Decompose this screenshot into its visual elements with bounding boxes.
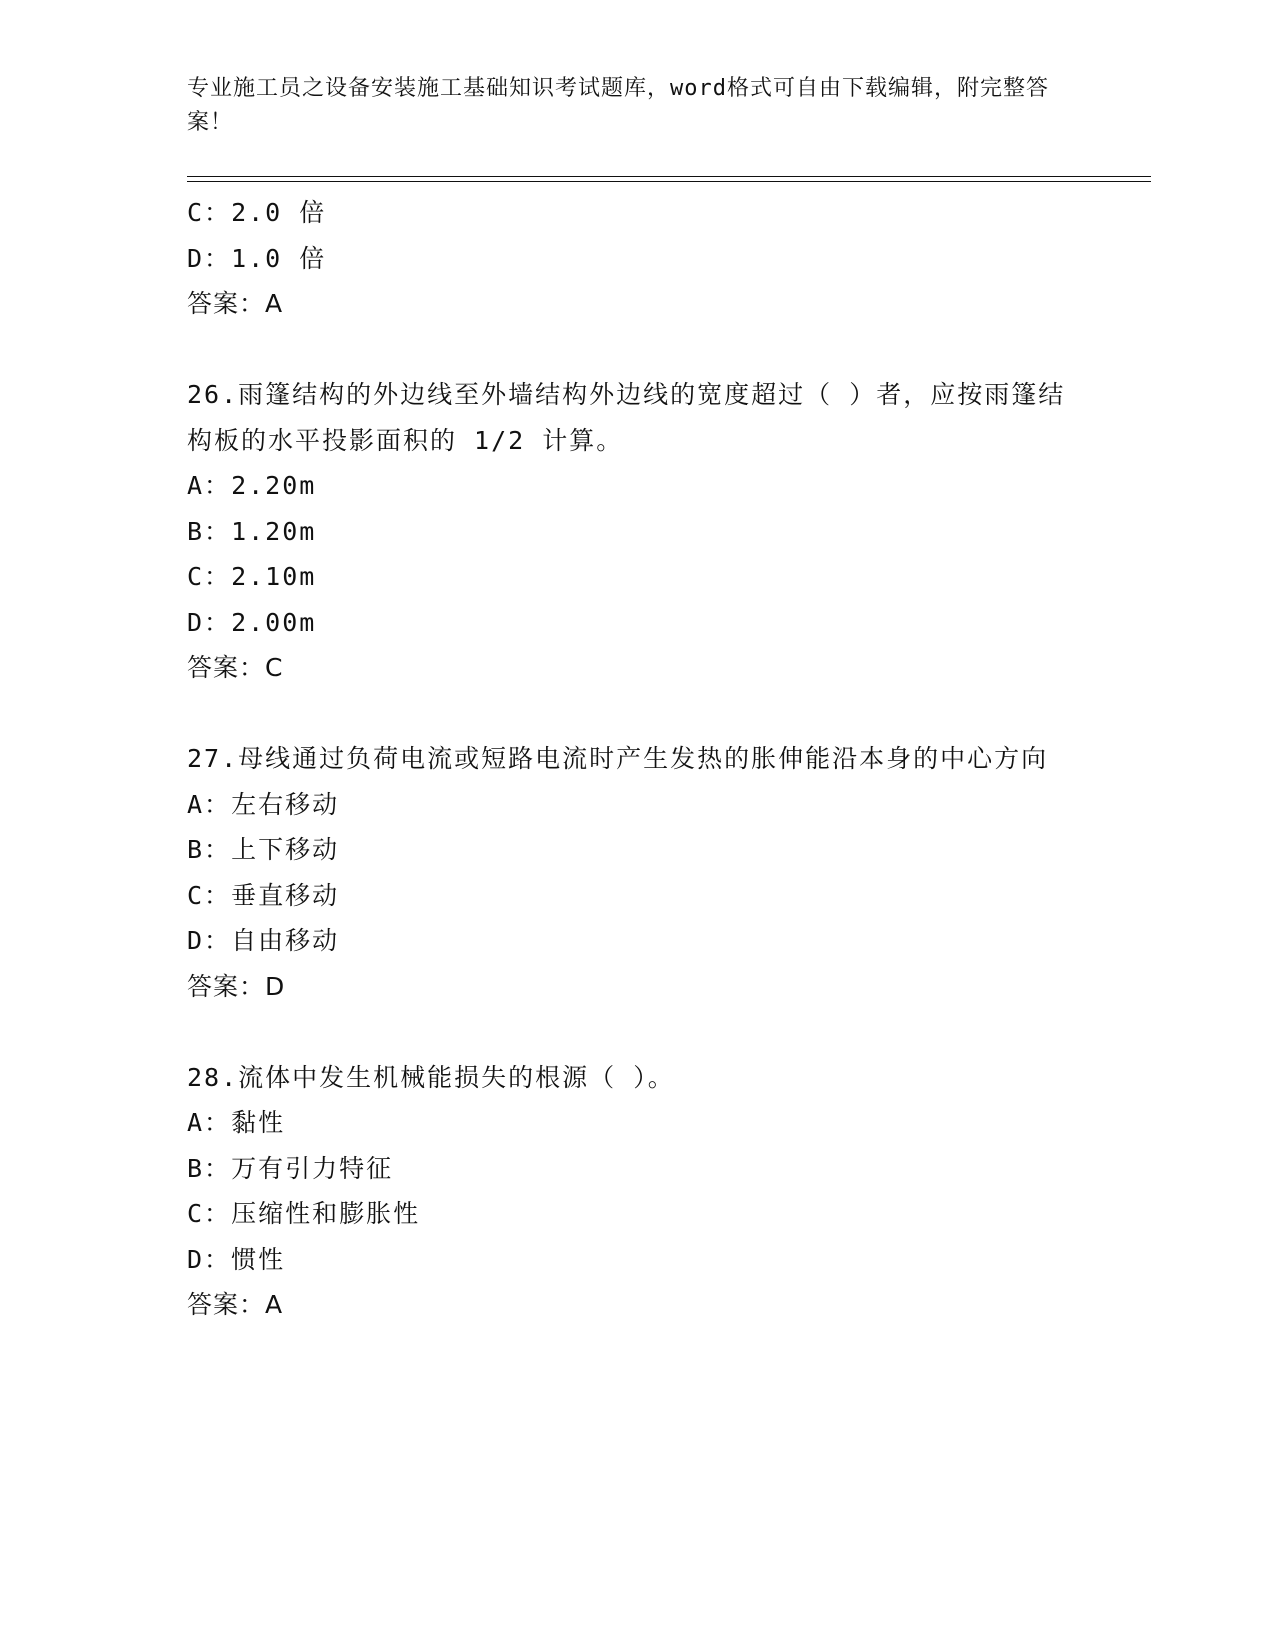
- option-d: D：1.0 倍: [187, 243, 327, 273]
- document-body: [187, 190, 1067, 1328]
- answer-line: 答案：A: [187, 1290, 284, 1319]
- option-b: B：上下移动: [187, 835, 340, 864]
- answer-line: 答案：A: [187, 289, 284, 318]
- spacer: [187, 691, 1067, 737]
- answer-line: 答案：D: [187, 971, 286, 1001]
- option-a: A：黏性: [187, 1108, 286, 1137]
- option-d: D：自由移动: [187, 926, 340, 955]
- option-c: C：压缩性和膨胀性: [187, 1199, 421, 1228]
- header-rule-bottom: [187, 181, 1151, 182]
- option-d: D：2.00m: [187, 607, 317, 637]
- option-a: A：2.20m: [187, 471, 317, 500]
- document-header: 专业施工员之设备安装施工基础知识考试题库，word格式可自由下载编辑，附完整答案！: [187, 76, 1049, 135]
- header-rule-top: [187, 176, 1151, 177]
- question-text: 27.母线通过负荷电流或短路电流时产生发热的胀伸能沿本身的中心方向: [187, 744, 1049, 773]
- option-c: C：垂直移动: [187, 880, 340, 910]
- spacer: [187, 327, 1067, 373]
- question-text: 28.流体中发生机械能损失的根源（ ）。: [187, 1062, 675, 1092]
- option-b: B：万有引力特征: [187, 1153, 394, 1183]
- question-text: 26.雨篷结构的外边线至外墙结构外边线的宽度超过（ ）者，应按雨篷结构板的水平投影面积的 1/2 计算。: [187, 380, 1066, 455]
- spacer: [187, 1009, 1067, 1055]
- option-b: B：1.20m: [187, 516, 317, 546]
- option-c: C：2.10m: [187, 562, 317, 591]
- option-a: A：左右移动: [187, 789, 340, 819]
- answer-line: 答案：C: [187, 653, 284, 682]
- option-c: C：2.0 倍: [187, 198, 327, 227]
- option-d: D：惯性: [187, 1244, 286, 1274]
